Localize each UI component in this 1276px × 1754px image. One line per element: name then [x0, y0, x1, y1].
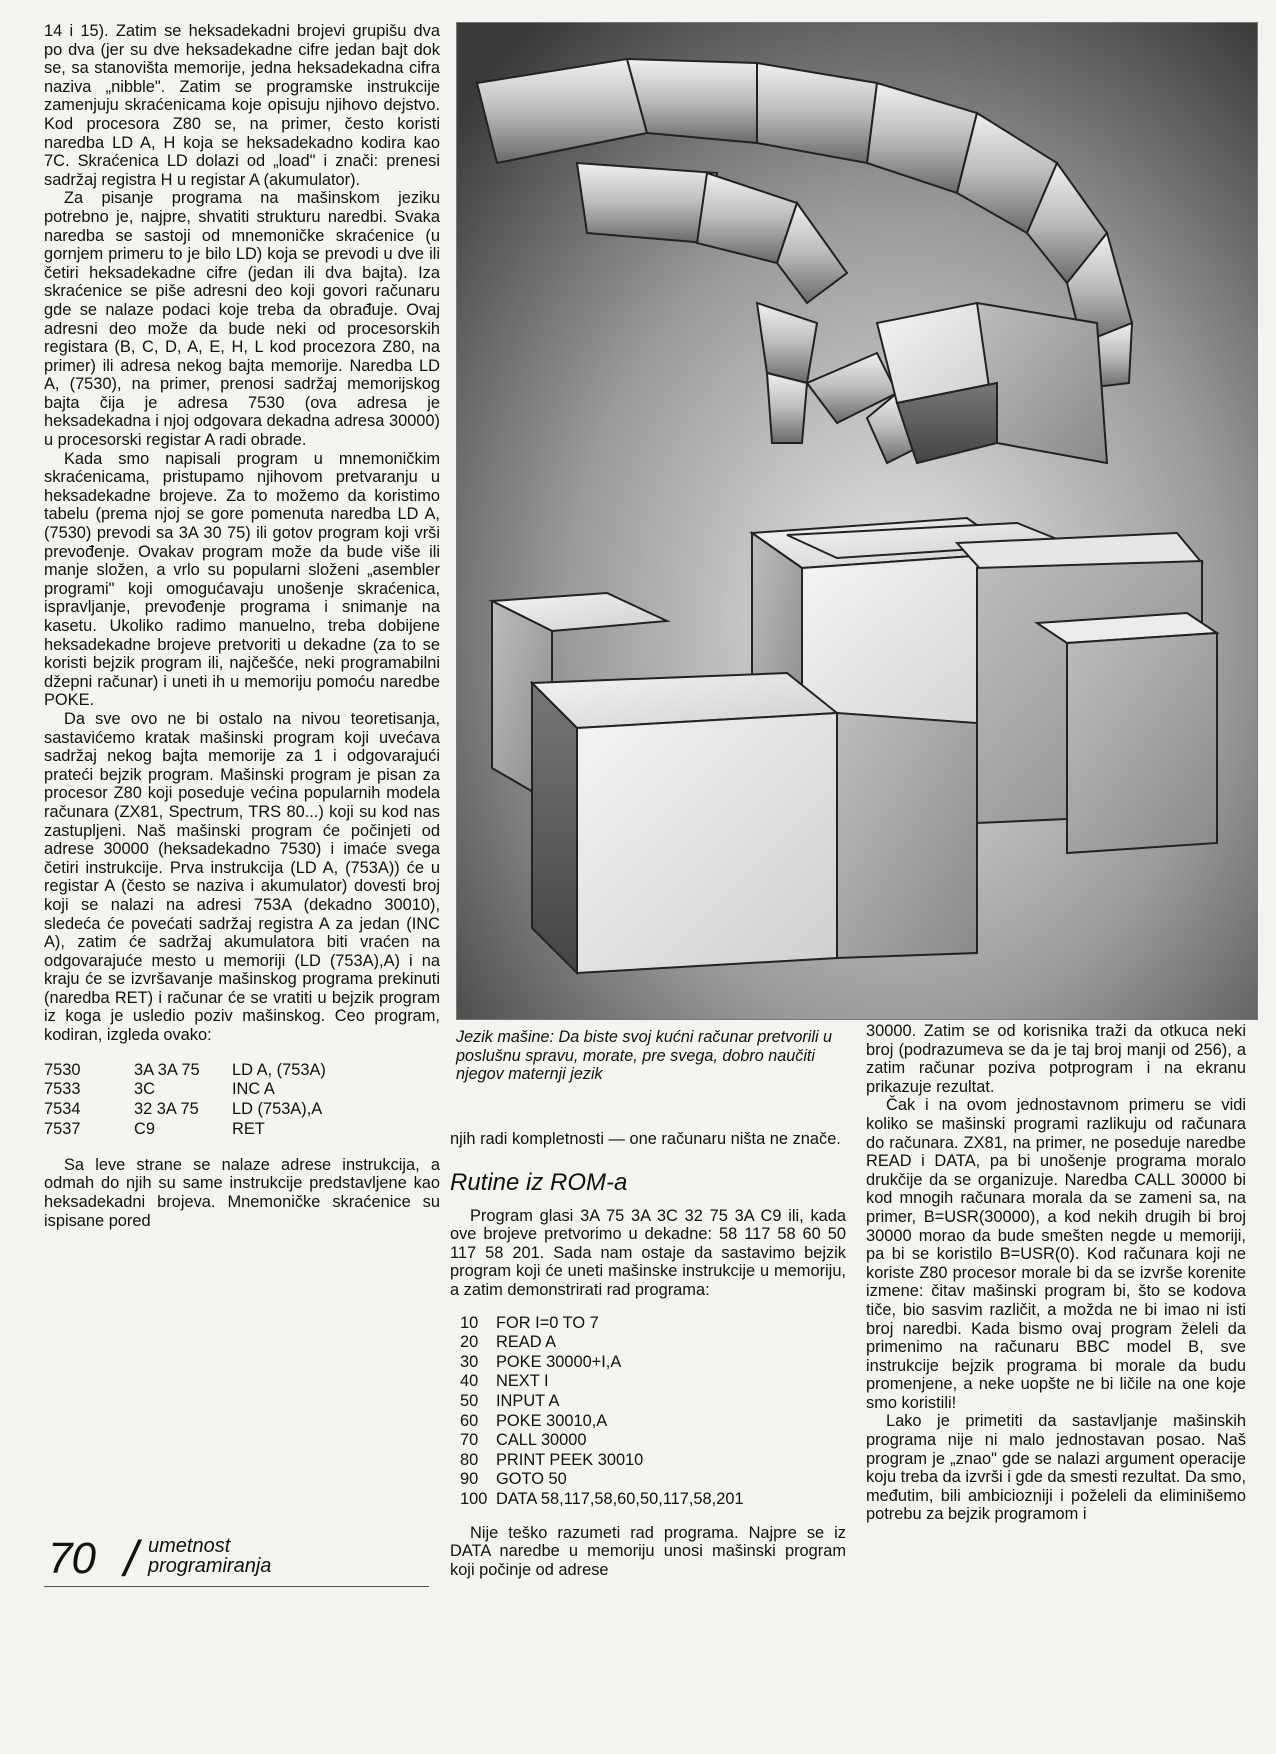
basic-line-number: 50 — [460, 1391, 479, 1410]
article-paragraph: Nije teško razumeti rad programa. Najpre se iz DATA naredbe u memoriju unosi mašinski program koji počinje od adrese — [450, 1523, 846, 1579]
code-mnemonic: LD (753A),A — [232, 1100, 323, 1119]
article-paragraph: Da sve ovo ne bi ostalo na nivou teoretisanja, sastavićemo kratak mašinski program koji uvećava sadržaj nekog bajta memorije za 1 i odgovarajući prateći bejzik program. Mašinski program je pisan za procesor Z80 koji poseduje većina popularnih modela računara (ZX81, Spectrum, TRS 80...) koji su kod nas zastupljeni. Naš mašinski program će počinjeti od adrese 30000 (heksadekadno 7530) i imaće svega četiri instrukcije. Prva instrukcija (LD A, (753A)) će u registar A (često se naziva i akumulator) dovesti broj koji se nalazi na adresi 753A (dekadno 30010), sledeća će povećati sadržaj registra A za jedan (INC A), zatim će sadržaj akumulatora biti vraćen na odgovarajuće mesto u memoriji (LD (753A),A) i na kraju će se izvršavanje mašinskog programa prekinuti (naredba RET) i računar će se vratiti u bejzik program iz koga je usledio poziv mašinskog. Ceo program, kodiran, izgleda ovako: — [44, 709, 440, 1045]
basic-line-code: CALL 30000 — [496, 1431, 587, 1450]
basic-line-number: 100 — [460, 1489, 488, 1508]
code-address: 7537 — [44, 1120, 81, 1139]
machine-code-listing — [44, 1061, 338, 1140]
article-paragraph: njih radi kompletnosti — one računaru ništa ne znače. — [450, 1130, 841, 1148]
article-paragraph: Sa leve strane se nalaze adrese instrukcija, a odmah do njih su same instrukcije predstavljene kao heksadekadni brojeva. Mnemoničke skraćenice su ispisane pored — [44, 1155, 440, 1230]
basic-line-number: 60 — [460, 1411, 479, 1430]
code-mnemonic: LD A, (753A) — [232, 1060, 326, 1079]
magazine-title-line1: umetnost — [148, 1535, 231, 1557]
section-heading: Rutine iz ROM-a — [450, 1168, 628, 1196]
basic-line — [460, 1372, 846, 1392]
basic-line-code: READ A — [496, 1333, 557, 1352]
code-mnemonic: INC A — [232, 1080, 275, 1099]
basic-line — [460, 1314, 846, 1334]
image-caption: Jezik mašine: Da biste svoj kućni računar pretvorili u poslušnu spravu, morate, pre svega, dobro naučiti njegov maternji jezik — [456, 1028, 833, 1084]
code-row — [44, 1120, 338, 1140]
basic-line-code: GOTO 50 — [496, 1470, 567, 1489]
middle-column — [450, 1130, 846, 1579]
article-paragraph: Program glasi 3A 75 3A 3C 32 75 3A C9 ili, kada ove brojeve pretvorimo u dekadne: 58 117 58 60 50 117 58 201. Sada nam ostaje da sastavimo bejzik program koji će uneti mašinske instrukcije u memoriju, a zatim demonstrirati rad programa: — [450, 1206, 846, 1299]
page-number: 70 — [48, 1534, 95, 1583]
basic-line — [460, 1431, 846, 1451]
basic-line-code: POKE 30000+I,A — [496, 1352, 622, 1371]
article-paragraph: 14 i 15). Zatim se heksadekadni brojevi grupišu dva po dva (jer su dve heksadekadne cifre jedan bajt dok se, sa stanovišta memorije, jedna heksadekadna cifra naziva „nibble". Zatim se programske instrukcije zamenjuju skraćenicama koje opisuju njihovo dejstvo. Kod procesora Z80 se, na primer, često koristi naredba LD A, H koja se heksadekadno kodira kao 7C. Skraćenica LD dolazi od „load" i znači: prenesi sadržaj registra H u registar A (akumulator). — [44, 22, 440, 189]
code-row — [44, 1080, 338, 1100]
basic-line-number: 20 — [460, 1333, 479, 1352]
basic-line-code: FOR I=0 TO 7 — [496, 1313, 599, 1332]
basic-line-code: DATA 58,117,58,60,50,117,58,201 — [496, 1489, 744, 1508]
code-hex: 3A 3A 75 — [134, 1060, 200, 1079]
magazine-title-line2: programiranja — [148, 1555, 272, 1577]
basic-line — [460, 1490, 846, 1510]
code-address: 7533 — [44, 1080, 81, 1099]
basic-line-number: 80 — [460, 1450, 479, 1469]
basic-line-number: 10 — [460, 1313, 479, 1332]
code-row — [44, 1100, 338, 1120]
basic-line-number: 40 — [460, 1372, 479, 1391]
folio-slash: / — [124, 1531, 138, 1587]
illustration-drawing — [457, 23, 1257, 1019]
left-column — [44, 22, 440, 1230]
basic-line-number: 70 — [460, 1431, 479, 1450]
basic-line — [460, 1451, 846, 1471]
magazine-title — [148, 1536, 271, 1576]
code-address: 7534 — [44, 1100, 81, 1119]
article-paragraph: 30000. Zatim se od korisnika traži da otkuca neki broj (podrazumeva se da je taj broj manji od 256), a zatim računar poziva potprogram i na ekranu prikazuje rezultat. — [866, 1022, 1246, 1096]
basic-line — [460, 1353, 846, 1373]
article-paragraph: Za pisanje programa na mašinskom jeziku potrebno je, najpre, shvatiti strukturu naredbi. Svaka naredba se sastoji od mnemoničke skraćenice (u gornjem primeru to je bilo LD) koja se prevodi u dve ili četiri heksadekadne cifre (jedan ili dva bajta). Iza skraćenice se piše adresni deo koji govori računaru gde se nalaze podaci koje treba da obrađuje. Ovaj adresni deo može da bude neki od procesorskih registara (B, C, D, A, E, H, L kod procezora Z80, na primer) ili adresa nekog bajta memorije. Naredba LD A, (7530), na primer, prenosi sadržaj memorijskog bajta čija je adresa 7530 (ova adresa je heksadekadna i njoj odgovara dekadna adresa 30000) u procesorski registar A radi obrade. — [44, 189, 440, 450]
article-paragraph: Kada smo napisali program u mnemoničkim skraćenicama, pristupamo njihovom pretvaranju u heksadekadne brojeve. Za to možemo da koristimo tabelu (prema njoj se gore pomenuta naredba LD A, (7530) prevodi sa 3A 30 75) ili gotov program koji vrši prevođenje. Ovakav program može da bude više ili manje složen, a vrlo su popularni složeni „asembler programi" koji omogućavaju unošenje skraćenica, ispravljanje, prevođenje programa i snimanje na kasetu. Ukoliko radimo manuelno, treba dobijene heksadekadne brojeve pretvoriti u dekadne (za to se koristi bejzik program ili, najčešće, neki programabilni džepni računar) i uneti ih u memoriju pomoću naredbe POKE. — [44, 449, 440, 710]
article-paragraph: Lako je primetiti da sastavljanje mašinskih programa nije ni malo jednostavan posao. Naš program je „znao" gde se nalazi argument operacije koju treba da izvrši i gde da smesti rezultat. Da smo, međutim, bili ambiciozniji i poželeli da eliminišemo potrebu za bejzik programom i — [866, 1412, 1246, 1524]
code-row — [44, 1061, 338, 1081]
right-column — [866, 1022, 1246, 1524]
robot-hand-illustration — [456, 22, 1258, 1020]
basic-line-number: 30 — [460, 1352, 479, 1371]
article-paragraph: Čak i na ovom jednostavnom primeru se vidi koliko se mašinski programi razlikuju od računara do računara. ZX81, na primer, ne poseduje naredbe READ i DATA, pa bi unošenje programa moralo drukčije da se organizuje. Naredba CALL 30000 bi kod mnogih računara morala da se zameni sa, na primer, B=USR(30000), a kod nekih drugih bi broj 30000 morao da bude smešten negde u memoriji, pa bi se koristilo B=USR(0). Kod računara koji ne koriste Z80 procesor morale bi da se izvrše korenite izmene: čitav mašinski program bi, što se kodova tiče, bio sasvim različit, a možda ne bi imao ni isti broj naredbi. Kada bismo ovaj program želeli da primenimo na računaru BBC model B, sve instrukcije bejzik programa bi morale da budu promenjene, a neke uopšte ne bi ličile na one koje smo koristili! — [866, 1096, 1246, 1412]
held-cube — [877, 303, 1107, 463]
code-hex: 3C — [134, 1080, 155, 1099]
basic-line-code: PRINT PEEK 30010 — [496, 1450, 644, 1469]
basic-line-code: POKE 30010,A — [496, 1411, 608, 1430]
basic-line — [460, 1470, 846, 1490]
basic-line-number: 90 — [460, 1470, 479, 1489]
basic-line-code: NEXT I — [496, 1372, 549, 1391]
basic-program-listing — [460, 1314, 846, 1510]
basic-line — [460, 1333, 846, 1353]
code-mnemonic: RET — [232, 1120, 265, 1139]
code-hex: C9 — [134, 1120, 155, 1139]
folio-rule — [44, 1586, 429, 1587]
code-address: 7530 — [44, 1060, 81, 1079]
basic-line — [460, 1412, 846, 1432]
code-hex: 32 3A 75 — [134, 1100, 199, 1119]
page-folio — [44, 1530, 444, 1590]
basic-line-code: INPUT A — [496, 1391, 560, 1410]
basic-line — [460, 1392, 846, 1412]
